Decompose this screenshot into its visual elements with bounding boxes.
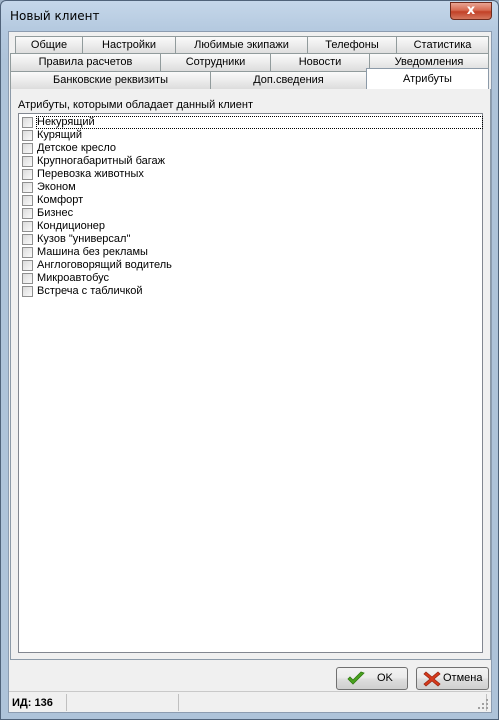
status-bar: [9, 691, 491, 712]
tab-general[interactable]: Общие: [15, 36, 83, 54]
cancel-button[interactable]: [416, 667, 489, 690]
dialog-client-area: [8, 31, 492, 713]
attribute-label: Комфорт: [37, 194, 84, 206]
attribute-checkbox[interactable]: [22, 195, 33, 206]
attribute-label: Детское кресло: [37, 142, 117, 154]
attribute-checkbox[interactable]: [22, 169, 33, 180]
attribute-checkbox[interactable]: [22, 208, 33, 219]
attribute-item[interactable]: [22, 116, 478, 129]
attribute-checkbox[interactable]: [22, 234, 33, 245]
status-cell-id: [9, 694, 67, 711]
attribute-checkbox[interactable]: [22, 247, 33, 258]
tab-calculation-rules[interactable]: Правила расчетов: [10, 53, 161, 71]
attribute-item[interactable]: [22, 233, 478, 246]
title-bar[interactable]: [1, 1, 498, 31]
window-title: Новый клиент: [10, 9, 100, 23]
close-icon: x: [466, 3, 476, 18]
attributes-panel: [10, 89, 491, 660]
focus-rectangle: [36, 116, 483, 129]
client-id-text: ИД: 136: [12, 697, 53, 709]
attribute-item[interactable]: [22, 220, 478, 233]
attribute-checkbox[interactable]: [22, 286, 33, 297]
attribute-label: Встреча с табличкой: [37, 285, 143, 297]
attributes-caption: Атрибуты, которыми обладает данный клиент: [18, 99, 254, 111]
attribute-label: Перевозка животных: [37, 168, 144, 180]
attribute-label: Курящий: [37, 129, 83, 141]
ok-button-label: OK: [377, 672, 393, 684]
tab-row-1: [10, 36, 491, 53]
tab-bank-details[interactable]: Банковские реквизиты: [10, 71, 211, 89]
attribute-item[interactable]: [22, 142, 478, 155]
attribute-label: Кондиционер: [37, 220, 106, 232]
attribute-label: Некурящий: [37, 116, 95, 128]
attribute-label: Микроавтобус: [37, 272, 110, 284]
attribute-item[interactable]: [22, 181, 478, 194]
tab-favorite-crews[interactable]: Любимые экипажи: [175, 36, 308, 54]
tab-additional-info[interactable]: Доп.сведения: [210, 71, 367, 89]
attribute-checkbox[interactable]: [22, 143, 33, 154]
attribute-label: Англоговорящий водитель: [37, 259, 172, 271]
tab-phones[interactable]: Телефоны: [307, 36, 397, 54]
tab-attributes[interactable]: Атрибуты: [366, 68, 489, 89]
cancel-button-label: Отмена: [443, 672, 483, 684]
checkmark-icon: [347, 671, 365, 687]
attribute-item[interactable]: [22, 259, 478, 272]
attribute-checkbox[interactable]: [22, 273, 33, 284]
attribute-checkbox[interactable]: [22, 260, 33, 271]
attribute-item[interactable]: [22, 207, 478, 220]
attribute-checkbox[interactable]: [22, 221, 33, 232]
attribute-label: Бизнес: [37, 207, 74, 219]
attribute-label: Крупногабаритный багаж: [37, 155, 165, 167]
tab-settings[interactable]: Настройки: [82, 36, 176, 54]
attribute-item[interactable]: [22, 129, 478, 142]
close-button[interactable]: [450, 2, 492, 20]
attribute-checkbox[interactable]: [22, 117, 33, 128]
attribute-checkbox[interactable]: [22, 130, 33, 141]
tab-news[interactable]: Новости: [270, 53, 370, 71]
dialog-button-bar: [9, 660, 491, 693]
status-cell-2: [67, 694, 179, 711]
attribute-checkbox[interactable]: [22, 182, 33, 193]
resize-grip-icon[interactable]: [478, 699, 489, 710]
tab-statistics[interactable]: Статистика: [396, 36, 489, 54]
attribute-item[interactable]: [22, 246, 478, 259]
tab-strip: [10, 34, 491, 91]
attribute-checkbox[interactable]: [22, 156, 33, 167]
attribute-label: Машина без рекламы: [37, 246, 148, 258]
attribute-item[interactable]: [22, 272, 478, 285]
tab-row-3: [10, 71, 491, 88]
attribute-item[interactable]: [22, 155, 478, 168]
tab-employees[interactable]: Сотрудники: [160, 53, 271, 71]
attribute-label: Кузов "универсал": [37, 233, 131, 245]
attribute-item[interactable]: [22, 194, 478, 207]
cross-icon: [423, 671, 441, 687]
attributes-checklist[interactable]: [18, 113, 483, 653]
attribute-item[interactable]: [22, 168, 478, 181]
attribute-label: Эконом: [37, 181, 76, 193]
attribute-item[interactable]: [22, 285, 478, 298]
ok-button[interactable]: [336, 667, 408, 690]
tab-notifications[interactable]: Уведомления: [369, 53, 489, 71]
status-cell-3: [179, 694, 487, 711]
